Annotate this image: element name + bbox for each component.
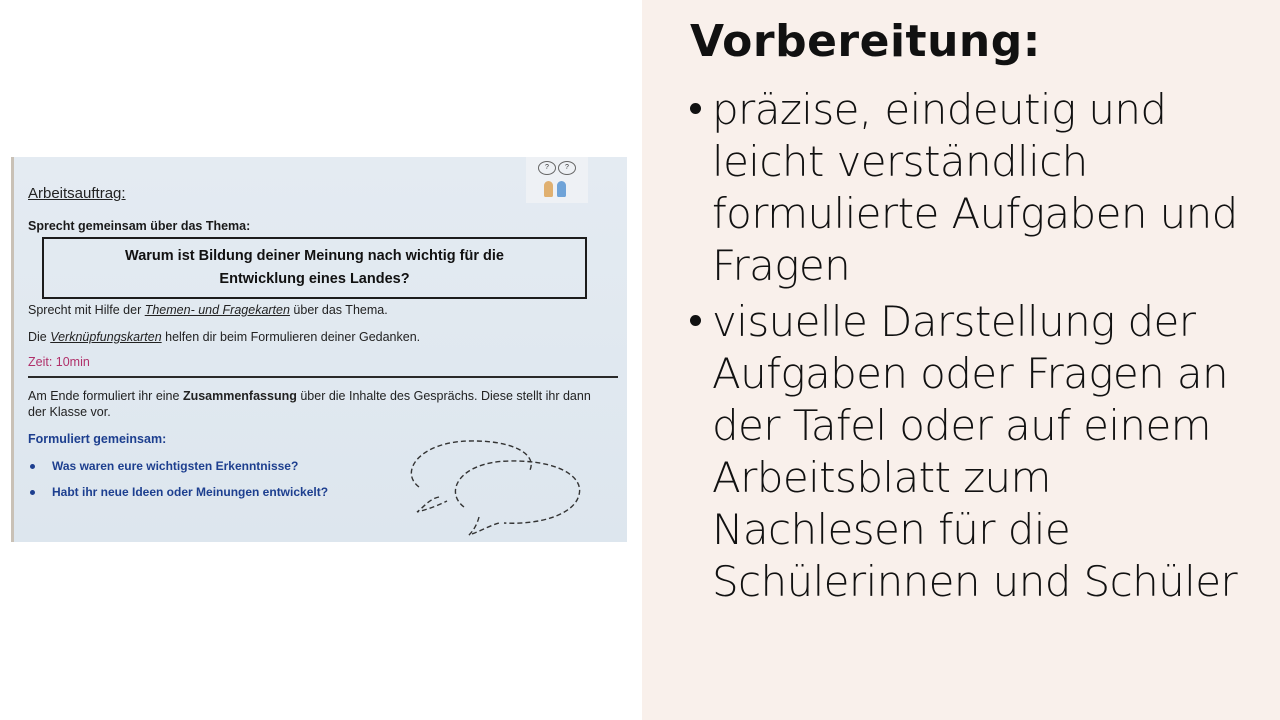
slide-bullet-text: präzise, eindeutig und leicht verständlich formulierte Aufgaben und Fragen	[712, 85, 1238, 290]
bullet-icon	[30, 490, 35, 495]
instruction-card-ref: Themen- und Fragekarten	[144, 303, 290, 317]
instruction-text: helfen dir beim Formulieren deiner Gedanken.	[161, 330, 421, 344]
summary-text: über die Inhalte des Gesprächs. Diese stellt ihr dann der Klasse vor.	[28, 389, 591, 419]
question-line: Entwicklung eines Landes?	[219, 271, 410, 287]
instruction-text: über das Thema.	[289, 303, 388, 317]
worksheet-sprecht-heading: Sprecht gemeinsam über das Thema:	[28, 219, 251, 233]
instruction-text: Sprecht mit Hilfe der	[28, 303, 145, 317]
bullet-icon	[690, 103, 701, 114]
slide-bullet-item	[690, 296, 1270, 608]
person-icon	[557, 181, 566, 197]
summary-keyword: Zusammenfassung	[182, 389, 297, 403]
speech-bubble-icon: ?	[558, 161, 576, 175]
bullet-text: Habt ihr neue Ideen oder Meinungen entwickelt?	[52, 485, 329, 499]
instruction-text: Die	[28, 330, 51, 344]
bullet-icon	[690, 315, 701, 326]
worksheet-formuliert-heading: Formuliert gemeinsam:	[28, 432, 167, 446]
worksheet-bullet	[52, 459, 298, 473]
worksheet-instruction-1	[28, 303, 388, 317]
slide-bullet-text: visuelle Darstellung der Aufgaben oder Fragen an der Tafel oder auf einem Arbeitsblatt zum Nachlesen für die Schülerinnen und Schüler	[712, 297, 1238, 606]
discussion-logo-icon	[526, 157, 588, 203]
worksheet-bullet	[52, 485, 328, 499]
slide-heading: Vorbereitung:	[690, 16, 1041, 67]
worksheet-instruction-2	[28, 330, 420, 344]
person-icon	[544, 181, 553, 197]
divider	[28, 376, 618, 378]
worksheet-question-box	[42, 237, 587, 299]
worksheet-time: Zeit: 10min	[28, 355, 90, 369]
bullet-icon	[30, 464, 35, 469]
speech-bubble-icon: ?	[538, 161, 556, 175]
worksheet-photo	[11, 157, 627, 542]
instruction-card-ref: Verknüpfungskarten	[50, 330, 162, 344]
worksheet-title: Arbeitsauftrag:	[28, 185, 126, 202]
question-line: Warum ist Bildung deiner Meinung nach wichtig für die	[125, 248, 504, 264]
slide-bullet-list	[690, 84, 1270, 612]
speech-bubbles-icon	[399, 437, 604, 537]
summary-text: Am Ende formuliert ihr eine	[28, 389, 183, 403]
bullet-text: Was waren eure wichtigsten Erkenntnisse?	[52, 459, 299, 473]
worksheet-summary-instruction	[28, 388, 598, 420]
slide-bullet-item	[690, 84, 1270, 292]
